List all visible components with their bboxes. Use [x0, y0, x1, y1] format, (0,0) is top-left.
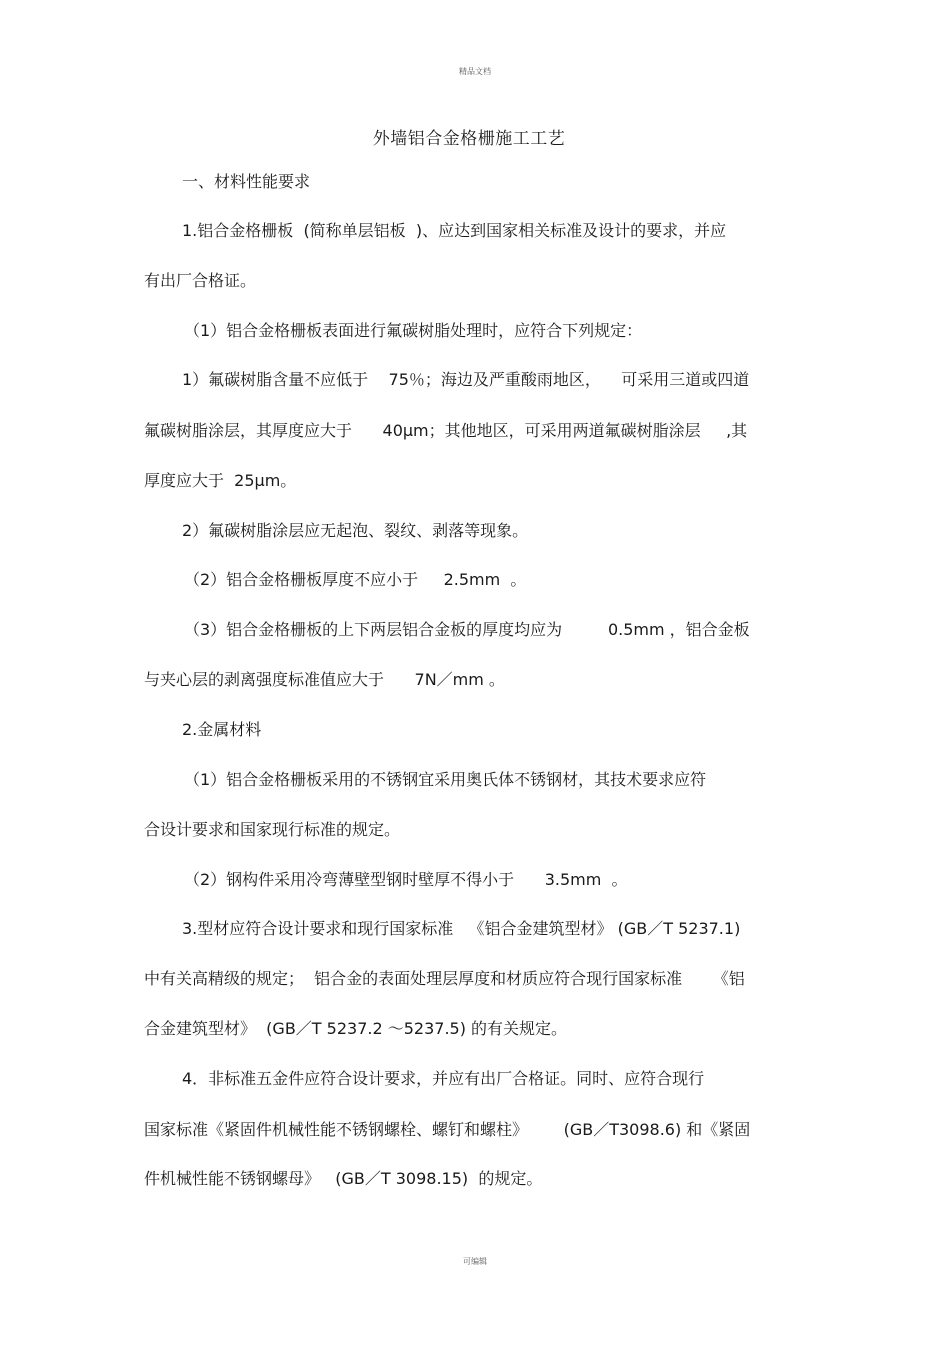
paragraph-line: （2）铝合金格栅板厚度不应小于 2.5mm 。 — [184, 570, 527, 589]
paragraph-line: 4．非标准五金件应符合设计要求，并应有出厂合格证。同时、应符合现行 — [182, 1069, 705, 1088]
paragraph-line: 件机械性能不锈钢螺母》 (GB／T 3098.15) 的规定。 — [144, 1169, 543, 1188]
section-heading-materials: 一、材料性能要求 — [182, 172, 311, 191]
paragraph-line: 氟碳树脂涂层，其厚度应大于 40μm；其他地区，可采用两道氟碳树脂涂层 ,其 — [144, 421, 748, 440]
paragraph-line: 合金建筑型材》 (GB／T 5237.2 ～5237.5) 的有关规定。 — [144, 1019, 568, 1038]
paragraph-line: 有出厂合格证。 — [144, 271, 257, 290]
paragraph-line: （2）钢构件采用冷弯薄壁型钢时壁厚不得小于 3.5mm 。 — [184, 870, 628, 889]
paragraph-line: 合设计要求和国家现行标准的规定。 — [144, 820, 401, 839]
header-note: 精品文档 — [459, 67, 491, 76]
paragraph-line: 1）氟碳树脂含量不应低于 75％；海边及严重酸雨地区， 可采用三道或四道 — [182, 370, 750, 389]
paragraph-line: 中有关高精级的规定； 铝合金的表面处理层厚度和材质应符合现行国家标准 《铝 — [144, 969, 745, 988]
paragraph-line: 1.铝合金格栅板 (简称单层铝板 )、应达到国家相关标准及设计的要求，并应 — [182, 221, 727, 240]
paragraph-line: （3）铝合金格栅板的上下两层铝合金板的厚度均应为 0.5mm ，铝合金板 — [184, 620, 750, 639]
paragraph-line: （1）铝合金格栅板采用的不锈钢宜采用奥氏体不锈钢材，其技术要求应符 — [184, 770, 707, 789]
section-heading-metal: 2.金属材料 — [182, 720, 262, 739]
paragraph-line: （1）铝合金格栅板表面进行氟碳树脂处理时，应符合下列规定： — [184, 321, 643, 340]
paragraph-line: 国家标准《紧固件机械性能不锈钢螺栓、螺钉和螺柱》 (GB／T3098.6) 和《紧固 — [144, 1120, 751, 1139]
paragraph-line: 3.型材应符合设计要求和现行国家标准 《铝合金建筑型材》 (GB／T 5237.1) — [182, 919, 741, 938]
paragraph-line: 厚度应大于 25μm。 — [144, 471, 297, 490]
footer-note: 可编辑 — [463, 1257, 487, 1266]
paragraph-line: 2）氟碳树脂涂层应无起泡、裂纹、剥落等现象。 — [182, 521, 529, 540]
paragraph-line: 与夹心层的剥离强度标准值应大于 7N／mm 。 — [144, 670, 505, 689]
document-title: 外墙铝合金格栅施工工艺 — [372, 129, 566, 149]
